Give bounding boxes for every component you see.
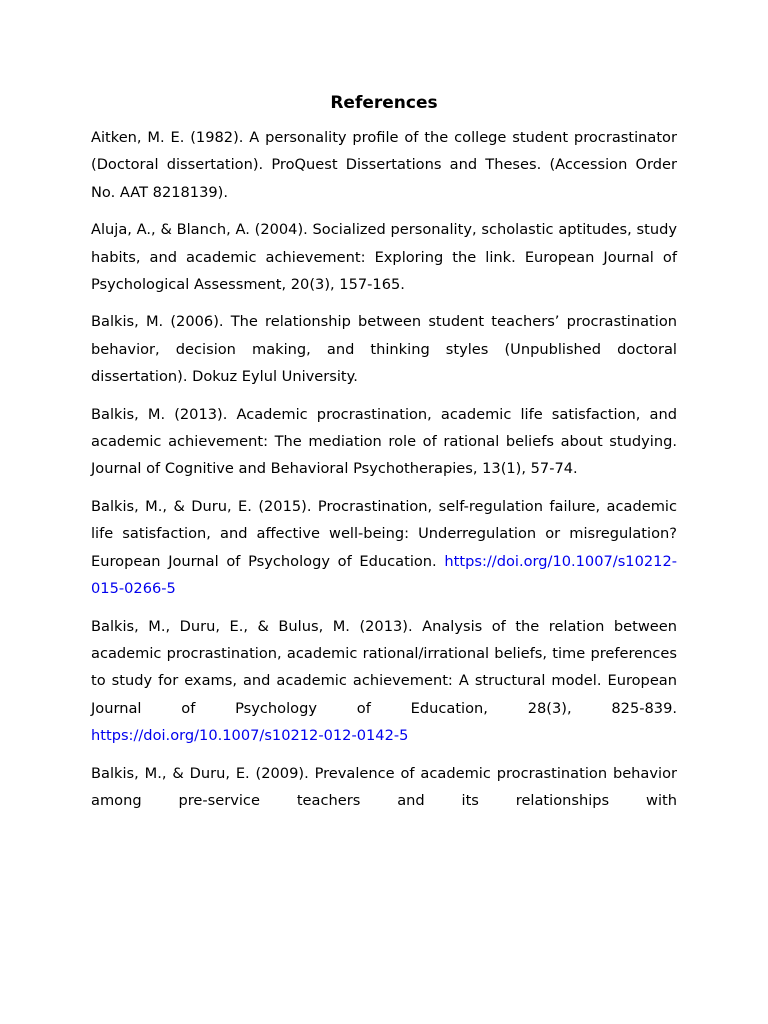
reference-text: Balkis, M. (2013). Academic procrastination, academic life satisfaction, and academic achievement: The mediation role of rational beliefs about studying. Journal of Cognitive and Behavioral Psychotherapies, 13(1), 57-74. [91, 405, 677, 478]
reference-entry [91, 613, 677, 750]
reference-text: Balkis, M. (2006). The relationship between student teachers’ procrastination behavior, decision making, and thinking styles (Unpublished doctoral dissertation). Dokuz Eylul University. [91, 313, 677, 386]
reference-text: Balkis, M., Duru, E., & Bulus, M. (2013). Analysis of the relation between academic procrastination, academic rational/irrational beliefs, time preferences to study for exams, and academic achievement: A structural model. European Journal of Psychology of Education, 28(3), 825-839. [91, 617, 677, 717]
reference-text: Aluja, A., & Blanch, A. (2004). Socialized personality, scholastic aptitudes, study habits, and academic achievement: Exploring the link. European Journal of Psychological Assessment, 20(3), 157-165. [91, 221, 677, 294]
reference-entry [91, 760, 677, 815]
doi-link[interactable]: https://doi.org/10.1007/s10212-012-0142-5 [91, 727, 409, 745]
page-title: References [330, 93, 438, 113]
reference-text: Aitken, M. E. (1982). A personality profile of the college student procrastinator (Doctoral dissertation). ProQuest Dissertations and Theses. (Accession Order No. AAT 8218139). [91, 129, 677, 201]
reference-entry [91, 216, 677, 298]
reference-entry [91, 124, 677, 206]
reference-entry [91, 401, 677, 483]
reference-entry [91, 493, 677, 603]
reference-text: Balkis, M., & Duru, E. (2009). Prevalence of academic procrastination behavior among pre-service teachers and its relationships with [91, 764, 677, 809]
reference-entry [91, 308, 677, 390]
doi-link[interactable]: https://doi.org/10.1007/s10212-015-0266-5 [91, 552, 677, 598]
document-page [91, 92, 677, 824]
reference-text: Balkis, M., & Duru, E. (2015). Procrastination, self-regulation failure, academic life satisfaction, and affective well-being: Underregulation or misregulation? European Journal of Psychology of Education. [91, 497, 677, 570]
